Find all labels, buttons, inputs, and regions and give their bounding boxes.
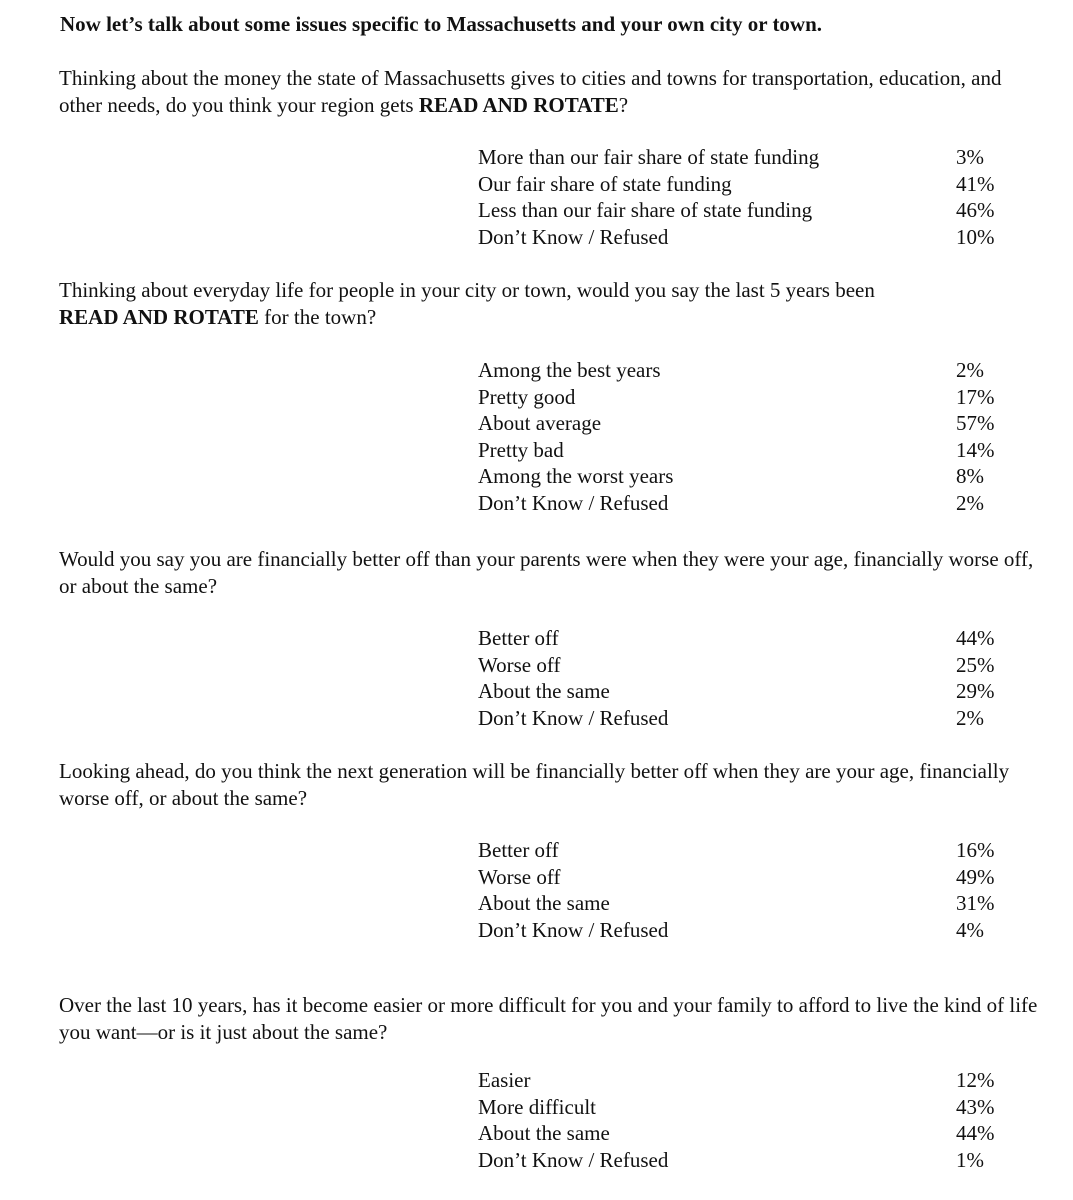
question-1-answers <box>478 144 1018 250</box>
answer-label: About the same <box>478 1121 610 1146</box>
question-3-answers <box>478 625 1018 731</box>
answer-row <box>478 890 1018 917</box>
section-heading: Now let’s talk about some issues specific to Massachusetts and your own city or town. <box>60 12 823 36</box>
answer-label: Better off <box>478 838 559 862</box>
answer-row <box>478 437 1018 464</box>
answer-row <box>478 357 1018 384</box>
question-3-text <box>59 546 1049 599</box>
answer-percent: 43% <box>956 1094 995 1119</box>
question-4-answers <box>478 837 1018 943</box>
question-5-text-before: Over the last 10 years, has it become easier or more difficult for you and your family to afford to live the kind of life you want—or is it just about the same? <box>59 993 1038 1044</box>
answer-row <box>478 678 1018 705</box>
answer-percent: 12% <box>956 1068 995 1092</box>
answer-label: Among the best years <box>478 358 661 382</box>
answer-percent: 44% <box>956 626 995 650</box>
question-4-text-before: Looking ahead, do you think the next generation will be financially better off when they are your age, financially worse off, or about the same? <box>59 759 1010 810</box>
answer-label: About the same <box>478 679 610 704</box>
answer-percent: 8% <box>956 464 984 489</box>
question-1-text-before: Thinking about the money the state of Massachusetts gives to cities and towns for transportation, education, and other needs, do you think your region gets <box>59 66 1002 117</box>
answer-row <box>478 864 1018 891</box>
answer-row <box>478 197 1018 224</box>
answer-percent: 3% <box>956 145 984 169</box>
answer-label: Worse off <box>478 652 561 677</box>
answer-label: Our fair share of state funding <box>478 171 732 196</box>
question-2-text-after: for the town? <box>258 304 377 329</box>
answer-row <box>478 410 1018 437</box>
question-3-text-before: Would you say you are financially better off than your parents were when they were your age, financially worse off, or about the same? <box>59 547 1034 598</box>
answer-label: Among the worst years <box>478 464 674 489</box>
answer-label: Pretty good <box>478 384 576 409</box>
answer-label: Don’t Know / Refused <box>478 705 669 730</box>
answer-percent: 2% <box>956 705 984 730</box>
question-1-text <box>59 65 1049 118</box>
answer-percent: 16% <box>956 838 995 862</box>
answer-percent: 44% <box>956 1121 995 1146</box>
question-2-emphasis: READ AND ROTATE <box>59 304 259 329</box>
question-1-emphasis: READ AND ROTATE <box>418 92 619 117</box>
answer-row <box>478 144 1018 171</box>
answer-percent: 49% <box>956 864 995 889</box>
answer-percent: 10% <box>956 224 995 249</box>
answer-label: About average <box>478 411 602 436</box>
question-2-text <box>59 277 1049 330</box>
question-1-text-after: ? <box>618 92 629 117</box>
answer-label: Don’t Know / Refused <box>478 1147 669 1172</box>
answer-row <box>478 917 1018 944</box>
answer-percent: 31% <box>956 891 995 916</box>
answer-row <box>478 224 1018 251</box>
answer-row <box>478 1120 1018 1147</box>
answer-row <box>478 384 1018 411</box>
answer-percent: 57% <box>956 411 995 436</box>
question-5-text <box>59 992 1049 1045</box>
answer-percent: 29% <box>956 679 995 704</box>
answer-row <box>478 490 1018 517</box>
question-2-text-before: Thinking about everyday life for people in your city or town, would you say the last 5 years been <box>59 278 875 302</box>
answer-row <box>478 1147 1018 1174</box>
answer-percent: 25% <box>956 652 995 677</box>
answer-label: More difficult <box>478 1094 597 1119</box>
answer-percent: 1% <box>956 1147 984 1172</box>
answer-percent: 17% <box>956 384 995 409</box>
answer-row <box>478 171 1018 198</box>
answer-label: Easier <box>478 1068 531 1092</box>
answer-label: Don’t Know / Refused <box>478 917 669 942</box>
answer-label: Pretty bad <box>478 437 564 462</box>
question-2-answers <box>478 357 1018 517</box>
question-5-answers <box>478 1067 1018 1173</box>
answer-percent: 4% <box>956 917 984 942</box>
answer-label: About the same <box>478 891 610 916</box>
answer-label: Don’t Know / Refused <box>478 490 669 515</box>
answer-row <box>478 625 1018 652</box>
answer-label: Don’t Know / Refused <box>478 224 669 249</box>
answer-row <box>478 705 1018 732</box>
answer-row <box>478 837 1018 864</box>
answer-label: Less than our fair share of state funding <box>478 198 813 223</box>
answer-percent: 14% <box>956 437 995 462</box>
answer-label: Worse off <box>478 864 561 889</box>
answer-row <box>478 1094 1018 1121</box>
answer-row <box>478 463 1018 490</box>
answer-label: Better off <box>478 626 559 650</box>
answer-percent: 46% <box>956 198 995 223</box>
answer-row <box>478 1067 1018 1094</box>
question-4-text <box>59 758 1049 811</box>
answer-percent: 41% <box>956 171 995 196</box>
answer-row <box>478 652 1018 679</box>
answer-label: More than our fair share of state funding <box>478 145 820 169</box>
answer-percent: 2% <box>956 490 984 515</box>
answer-percent: 2% <box>956 358 984 382</box>
